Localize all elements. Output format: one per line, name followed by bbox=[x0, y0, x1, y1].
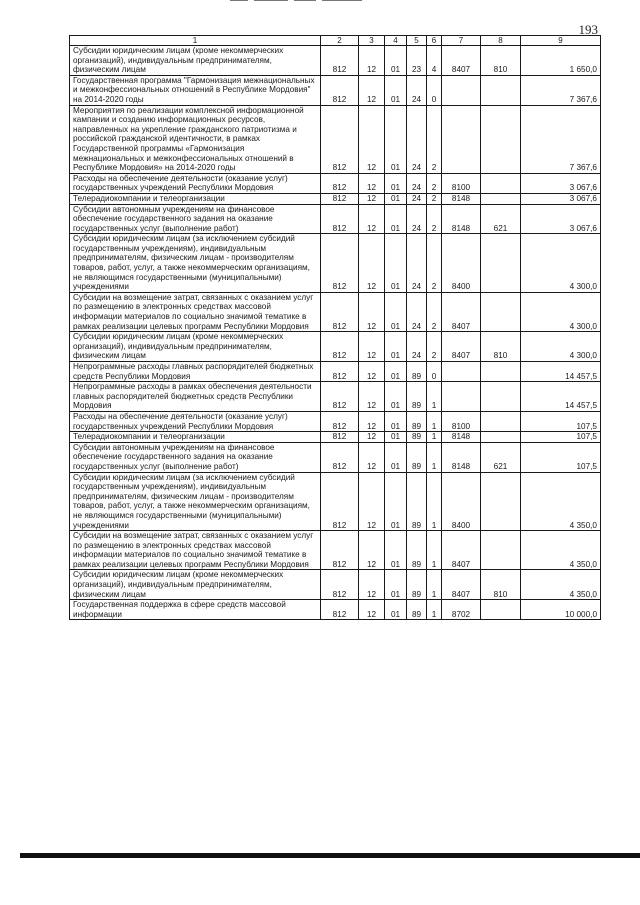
amount-cell: 4 350,0 bbox=[521, 472, 601, 531]
expense-name-cell: Субсидии на возмещение затрат, связанных с оказанием услуг по размещению в электронных средствах массовой информации материалов по социально значимой тематике в рамках реализации целевых программ Республики Мордовия bbox=[70, 531, 321, 570]
code-program-cell: 89 bbox=[407, 362, 427, 382]
code-section-cell: 12 bbox=[359, 442, 385, 472]
expense-name-cell: Телерадиокомпании и телеорганизации bbox=[70, 432, 321, 443]
table-row bbox=[70, 570, 601, 600]
code-subprogram-cell: 0 bbox=[427, 362, 442, 382]
code-subsection-cell: 01 bbox=[385, 234, 407, 293]
amount-cell: 4 300,0 bbox=[521, 332, 601, 362]
amount-cell: 107,5 bbox=[521, 442, 601, 472]
code-program-cell: 24 bbox=[407, 234, 427, 293]
code-target-cell: 8100 bbox=[442, 411, 481, 431]
column-header: 5 bbox=[407, 36, 427, 46]
code-section-cell: 12 bbox=[359, 432, 385, 443]
code-type-cell: 621 bbox=[481, 204, 521, 234]
code-section-cell: 12 bbox=[359, 173, 385, 193]
code-target-cell: 8407 bbox=[442, 332, 481, 362]
code-target-cell: 8400 bbox=[442, 234, 481, 293]
table-row bbox=[70, 234, 601, 293]
expense-name-cell: Субсидии автономным учреждениям на финансовое обеспечение государственного задания на оказание государственных услуг (выполнение работ) bbox=[70, 204, 321, 234]
code-subsection-cell: 01 bbox=[385, 382, 407, 412]
column-header: 8 bbox=[481, 36, 521, 46]
code-subprogram-cell: 1 bbox=[427, 411, 442, 431]
code-target-cell: 8407 bbox=[442, 531, 481, 570]
amount-cell: 4 300,0 bbox=[521, 292, 601, 331]
code-subsection-cell: 01 bbox=[385, 531, 407, 570]
code-subsection-cell: 01 bbox=[385, 173, 407, 193]
code-target-cell: 8702 bbox=[442, 600, 481, 620]
code-subsection-cell: 01 bbox=[385, 105, 407, 173]
code-type-cell bbox=[481, 75, 521, 105]
amount-cell: 107,5 bbox=[521, 432, 601, 443]
code-type-cell bbox=[481, 600, 521, 620]
code-subprogram-cell: 2 bbox=[427, 193, 442, 204]
table-row bbox=[70, 442, 601, 472]
code-ministry-cell: 812 bbox=[321, 292, 359, 331]
expense-name-cell: Субсидии юридическим лицам (за исключением субсидий государственным учреждениям), индивидуальным предпринимателям, физическим лицам - производителям товаров, работ, услуг, а также некоммерческим организациям, не являющимся государственными (муниципальными) учреждениями bbox=[70, 472, 321, 531]
table-header-row bbox=[70, 36, 601, 46]
table-row bbox=[70, 382, 601, 412]
code-ministry-cell: 812 bbox=[321, 411, 359, 431]
code-type-cell: 810 bbox=[481, 46, 521, 76]
budget-table-body bbox=[70, 36, 601, 620]
code-target-cell bbox=[442, 75, 481, 105]
code-subsection-cell: 01 bbox=[385, 570, 407, 600]
code-program-cell: 89 bbox=[407, 382, 427, 412]
code-target-cell: 8407 bbox=[442, 292, 481, 331]
column-header: 7 bbox=[442, 36, 481, 46]
code-type-cell bbox=[481, 234, 521, 293]
amount-cell: 14 457,5 bbox=[521, 362, 601, 382]
column-header: 3 bbox=[359, 36, 385, 46]
code-subprogram-cell: 1 bbox=[427, 531, 442, 570]
code-program-cell: 24 bbox=[407, 75, 427, 105]
expense-name-cell: Субсидии юридическим лицам (за исключением субсидий государственным учреждениям), индивидуальным предпринимателям, физическим лицам - производителям товаров, работ, услуг, а также некоммерческим организациям, не являющимся государственными (муниципальными) учреждениями bbox=[70, 234, 321, 293]
code-subsection-cell: 01 bbox=[385, 432, 407, 443]
code-program-cell: 24 bbox=[407, 292, 427, 331]
code-ministry-cell: 812 bbox=[321, 432, 359, 443]
code-program-cell: 24 bbox=[407, 105, 427, 173]
code-section-cell: 12 bbox=[359, 105, 385, 173]
expense-name-cell: Непрограммные расходы в рамках обеспечения деятельности главных распорядителей бюджетных средств Республики Мордовия bbox=[70, 382, 321, 412]
code-subprogram-cell: 1 bbox=[427, 432, 442, 443]
code-type-cell bbox=[481, 292, 521, 331]
code-program-cell: 23 bbox=[407, 46, 427, 76]
code-subsection-cell: 01 bbox=[385, 442, 407, 472]
code-type-cell bbox=[481, 411, 521, 431]
code-ministry-cell: 812 bbox=[321, 234, 359, 293]
code-type-cell bbox=[481, 173, 521, 193]
code-subprogram-cell: 1 bbox=[427, 600, 442, 620]
table-row bbox=[70, 472, 601, 531]
code-ministry-cell: 812 bbox=[321, 173, 359, 193]
code-type-cell: 810 bbox=[481, 570, 521, 600]
code-section-cell: 12 bbox=[359, 292, 385, 331]
amount-cell: 107,5 bbox=[521, 411, 601, 431]
column-header: 6 bbox=[427, 36, 442, 46]
code-section-cell: 12 bbox=[359, 600, 385, 620]
budget-table bbox=[69, 35, 601, 620]
code-ministry-cell: 812 bbox=[321, 46, 359, 76]
code-ministry-cell: 812 bbox=[321, 531, 359, 570]
code-ministry-cell: 812 bbox=[321, 204, 359, 234]
amount-cell: 10 000,0 bbox=[521, 600, 601, 620]
code-section-cell: 12 bbox=[359, 382, 385, 412]
code-subprogram-cell: 2 bbox=[427, 173, 442, 193]
code-subprogram-cell: 2 bbox=[427, 105, 442, 173]
column-header: 4 bbox=[385, 36, 407, 46]
amount-cell: 3 067,6 bbox=[521, 204, 601, 234]
code-target-cell bbox=[442, 105, 481, 173]
expense-name-cell: Непрограммные расходы главных распорядителей бюджетных средств Республики Мордовия bbox=[70, 362, 321, 382]
amount-cell: 7 367,6 bbox=[521, 75, 601, 105]
code-program-cell: 89 bbox=[407, 442, 427, 472]
expense-name-cell: Субсидии на возмещение затрат, связанных с оказанием услуг по размещению в электронных средствах массовой информации материалов по социально значимой тематике в рамках реализации целевых программ Республики Мордовия bbox=[70, 292, 321, 331]
code-program-cell: 24 bbox=[407, 332, 427, 362]
code-subprogram-cell: 1 bbox=[427, 472, 442, 531]
code-program-cell: 89 bbox=[407, 472, 427, 531]
code-type-cell bbox=[481, 193, 521, 204]
code-ministry-cell: 812 bbox=[321, 105, 359, 173]
code-subprogram-cell: 2 bbox=[427, 332, 442, 362]
code-subsection-cell: 01 bbox=[385, 75, 407, 105]
code-type-cell bbox=[481, 105, 521, 173]
table-row bbox=[70, 173, 601, 193]
scan-bottom-border bbox=[20, 853, 640, 858]
code-target-cell: 8148 bbox=[442, 204, 481, 234]
code-target-cell: 8407 bbox=[442, 570, 481, 600]
code-program-cell: 89 bbox=[407, 600, 427, 620]
code-section-cell: 12 bbox=[359, 472, 385, 531]
table-row bbox=[70, 432, 601, 443]
code-subsection-cell: 01 bbox=[385, 411, 407, 431]
code-program-cell: 24 bbox=[407, 173, 427, 193]
code-section-cell: 12 bbox=[359, 570, 385, 600]
code-target-cell: 8407 bbox=[442, 46, 481, 76]
expense-name-cell: Расходы на обеспечение деятельности (оказание услуг) государственных учреждений Республики Мордовия bbox=[70, 411, 321, 431]
code-section-cell: 12 bbox=[359, 411, 385, 431]
expense-name-cell: Расходы на обеспечение деятельности (оказание услуг) государственных учреждений Республики Мордовия bbox=[70, 173, 321, 193]
table-row bbox=[70, 105, 601, 173]
amount-cell: 7 367,6 bbox=[521, 105, 601, 173]
expense-name-cell: Субсидии юридическим лицам (кроме некоммерческих организаций), индивидуальным предпринимателям, физическим лицам bbox=[70, 46, 321, 76]
column-header: 2 bbox=[321, 36, 359, 46]
code-subsection-cell: 01 bbox=[385, 292, 407, 331]
code-section-cell: 12 bbox=[359, 75, 385, 105]
amount-cell: 14 457,5 bbox=[521, 382, 601, 412]
code-ministry-cell: 812 bbox=[321, 472, 359, 531]
table-row bbox=[70, 46, 601, 76]
code-subsection-cell: 01 bbox=[385, 332, 407, 362]
expense-name-cell: Субсидии юридическим лицам (кроме некоммерческих организаций), индивидуальным предпринимателям, физическим лицам bbox=[70, 570, 321, 600]
code-ministry-cell: 812 bbox=[321, 570, 359, 600]
code-subsection-cell: 01 bbox=[385, 193, 407, 204]
code-subprogram-cell: 1 bbox=[427, 382, 442, 412]
table-row bbox=[70, 332, 601, 362]
code-target-cell: 8148 bbox=[442, 432, 481, 443]
amount-cell: 3 067,6 bbox=[521, 173, 601, 193]
code-subprogram-cell: 0 bbox=[427, 75, 442, 105]
code-type-cell bbox=[481, 432, 521, 443]
table-row bbox=[70, 292, 601, 331]
code-ministry-cell: 812 bbox=[321, 332, 359, 362]
code-program-cell: 24 bbox=[407, 204, 427, 234]
column-header: 9 bbox=[521, 36, 601, 46]
code-ministry-cell: 812 bbox=[321, 193, 359, 204]
amount-cell: 4 350,0 bbox=[521, 531, 601, 570]
amount-cell: 4 300,0 bbox=[521, 234, 601, 293]
code-program-cell: 89 bbox=[407, 531, 427, 570]
code-subprogram-cell: 1 bbox=[427, 442, 442, 472]
expense-name-cell: Телерадиокомпании и телеорганизации bbox=[70, 193, 321, 204]
code-type-cell: 621 bbox=[481, 442, 521, 472]
code-ministry-cell: 812 bbox=[321, 362, 359, 382]
code-ministry-cell: 812 bbox=[321, 382, 359, 412]
code-ministry-cell: 812 bbox=[321, 442, 359, 472]
code-program-cell: 89 bbox=[407, 570, 427, 600]
amount-cell: 1 650,0 bbox=[521, 46, 601, 76]
code-program-cell: 24 bbox=[407, 193, 427, 204]
code-ministry-cell: 812 bbox=[321, 75, 359, 105]
column-header: 1 bbox=[70, 36, 321, 46]
code-section-cell: 12 bbox=[359, 531, 385, 570]
table-row bbox=[70, 75, 601, 105]
code-target-cell bbox=[442, 382, 481, 412]
page-number: 193 bbox=[578, 22, 598, 37]
code-section-cell: 12 bbox=[359, 204, 385, 234]
code-subsection-cell: 01 bbox=[385, 362, 407, 382]
code-subprogram-cell: 4 bbox=[427, 46, 442, 76]
code-type-cell bbox=[481, 472, 521, 531]
expense-name-cell: Мероприятия по реализации комплексной информационной кампании и созданию информационных ресурсов, направленных на укрепление гражданского патриотизма и российской гражданской идентичности, в рамках Государственной программы «Гармонизация межнациональных и межконфессиональных отношений в Республике Мордовия» на 2014-2020 годы bbox=[70, 105, 321, 173]
code-section-cell: 12 bbox=[359, 332, 385, 362]
amount-cell: 3 067,6 bbox=[521, 193, 601, 204]
code-section-cell: 12 bbox=[359, 362, 385, 382]
code-section-cell: 12 bbox=[359, 234, 385, 293]
code-section-cell: 12 bbox=[359, 193, 385, 204]
table-row bbox=[70, 362, 601, 382]
code-type-cell: 810 bbox=[481, 332, 521, 362]
code-program-cell: 89 bbox=[407, 411, 427, 431]
code-subsection-cell: 01 bbox=[385, 600, 407, 620]
scan-artifact-marks bbox=[230, 0, 420, 4]
code-subsection-cell: 01 bbox=[385, 204, 407, 234]
code-target-cell: 8148 bbox=[442, 442, 481, 472]
code-target-cell bbox=[442, 362, 481, 382]
expense-name-cell: Субсидии юридическим лицам (кроме некоммерческих организаций), индивидуальным предпринимателям, физическим лицам bbox=[70, 332, 321, 362]
table-row bbox=[70, 193, 601, 204]
code-section-cell: 12 bbox=[359, 46, 385, 76]
expense-name-cell: Государственная поддержка в сфере средств массовой информации bbox=[70, 600, 321, 620]
code-subsection-cell: 01 bbox=[385, 46, 407, 76]
expense-name-cell: Субсидии автономным учреждениям на финансовое обеспечение государственного задания на оказание государственных услуг (выполнение работ) bbox=[70, 442, 321, 472]
expense-name-cell: Государственная программа "Гармонизация межнациональных и межконфессиональных отношений в Республике Мордовия" на 2014-2020 годы bbox=[70, 75, 321, 105]
code-subprogram-cell: 1 bbox=[427, 570, 442, 600]
code-type-cell bbox=[481, 531, 521, 570]
code-ministry-cell: 812 bbox=[321, 600, 359, 620]
code-program-cell: 89 bbox=[407, 432, 427, 443]
code-subprogram-cell: 2 bbox=[427, 292, 442, 331]
table-row bbox=[70, 411, 601, 431]
code-subsection-cell: 01 bbox=[385, 472, 407, 531]
amount-cell: 4 350,0 bbox=[521, 570, 601, 600]
table-row bbox=[70, 600, 601, 620]
table-row bbox=[70, 531, 601, 570]
code-target-cell: 8400 bbox=[442, 472, 481, 531]
code-type-cell bbox=[481, 362, 521, 382]
code-subprogram-cell: 2 bbox=[427, 234, 442, 293]
code-target-cell: 8100 bbox=[442, 173, 481, 193]
code-target-cell: 8148 bbox=[442, 193, 481, 204]
table-row bbox=[70, 204, 601, 234]
code-subprogram-cell: 2 bbox=[427, 204, 442, 234]
code-type-cell bbox=[481, 382, 521, 412]
